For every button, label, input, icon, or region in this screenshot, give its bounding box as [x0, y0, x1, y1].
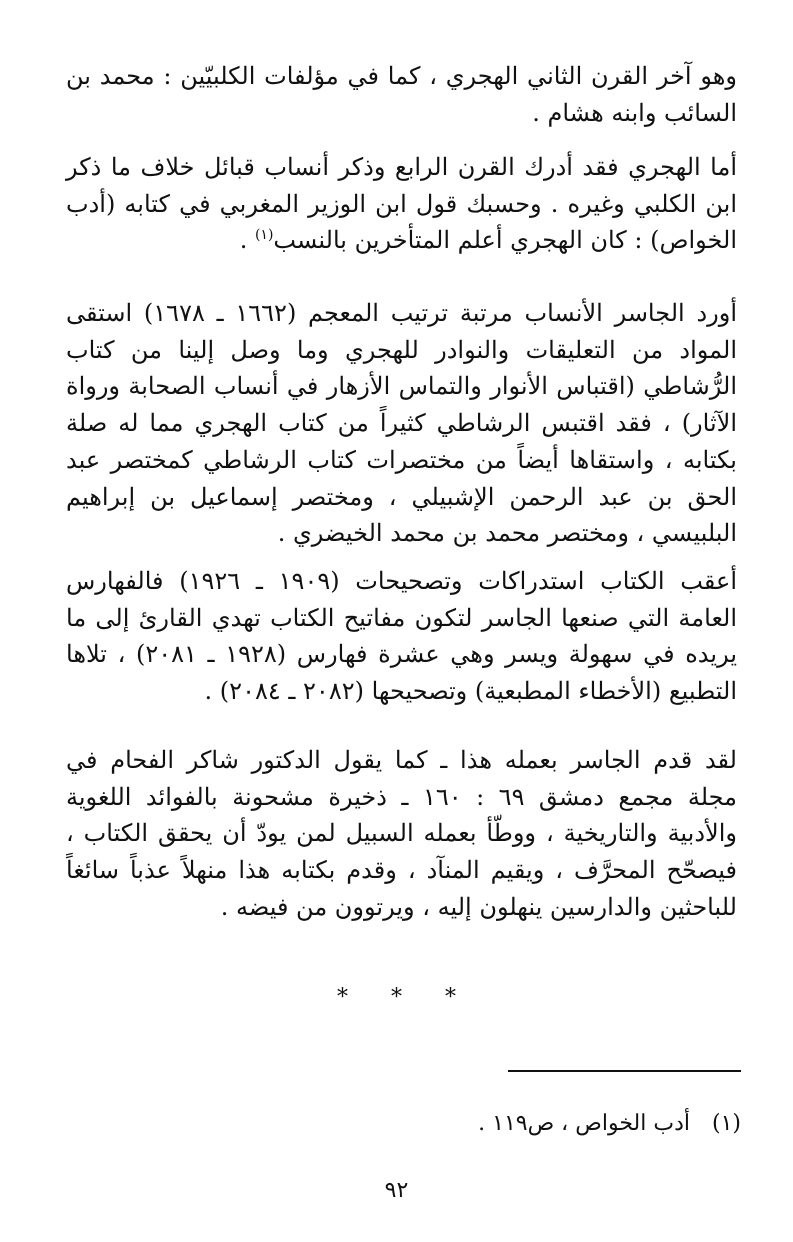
- paragraph-2-text: أما الهجري فقد أدرك القرن الرابع وذكر أنساب قبائل خلاف ما ذكر ابن الكلبي وغيره . وحسبك قول ابن الوزير المغربي في كتابه (أدب الخواص) : كان الهجري أعلم المتأخرين بالنسب: [66, 153, 737, 255]
- separator-star-icon: *: [391, 985, 402, 1010]
- footnote-divider: [508, 1070, 741, 1072]
- paragraph-3: أورد الجاسر الأنساب مرتبة ترتيب المعجم (١٦٦٢ ـ ١٦٧٨) استقى المواد من التعليقات والنوادر للهجري وما وصل إلينا من كتاب الرُّشاطي (اقتباس الأنوار والتماس الأزهار في أنساب الصحابة ورواة الآثار) ، فقد اقتبس الرشاطي كثيراً من كتاب الهجري مما له صلة بكتابه ، واستقاها أيضاً من مختصرات كتاب الرشاطي كمختصر عبد الحق بن عبد الرحمن الإشبيلي ، ومختصر إسماعيل بن إبراهيم البلبيسي ، ومختصر محمد بن محمد الخيضري .: [66, 299, 738, 548]
- section-separator: [0, 985, 793, 1010]
- footnote: [66, 1109, 741, 1139]
- paragraph-1: وهو آخر القرن الثاني الهجري ، كما في مؤلفات الكلبيّين : محمد بن السائب وابنه هشام .: [66, 62, 737, 127]
- paragraph-2-end: .: [239, 226, 255, 255]
- footnote-text: أدب الخواص ، ص١١٩ .: [478, 1111, 690, 1136]
- paragraph-5: لقد قدم الجاسر بعمله هذا ـ كما يقول الدكتور شاكر الفحام في مجلة مجمع دمشق ٦٩ : ١٦٠ ـ ذخيرة مشحونة بالفوائد اللغوية والأدبية والتاريخية ، ووطّأ بعمله السبيل لمن يودّ أن يحقق الكتاب ، فيصحّح المحرَّف ، ويقيم المنآد ، وقدم بكتابه هذا منهلاً عذباً سائغاً للباحثين والدارسين ينهلون إليه ، ويرتوون من فيضه .: [66, 746, 738, 921]
- page-number: ٩٢: [384, 1178, 409, 1203]
- separator-star-icon: *: [337, 985, 348, 1010]
- separator-star-icon: *: [445, 985, 456, 1010]
- paragraph-2: [66, 149, 737, 259]
- footnote-reference[interactable]: (١): [254, 227, 274, 244]
- paragraph-4: أعقب الكتاب استدراكات وتصحيحات (١٩٠٩ ـ ١٩٢٦) فالفهارس العامة التي صنعها الجاسر لتكون مفاتيح الكتاب تهدي القارئ إلى ما يريده في سهولة ويسر وهي عشرة فهارس (١٩٢٨ ـ ٢٠٨١) ، تلاها التطبيع (الأخطاء المطبعية) وتصحيحها (٢٠٨٢ ـ ٢٠٨٤) .: [66, 567, 737, 706]
- footnote-number: (١): [711, 1111, 741, 1136]
